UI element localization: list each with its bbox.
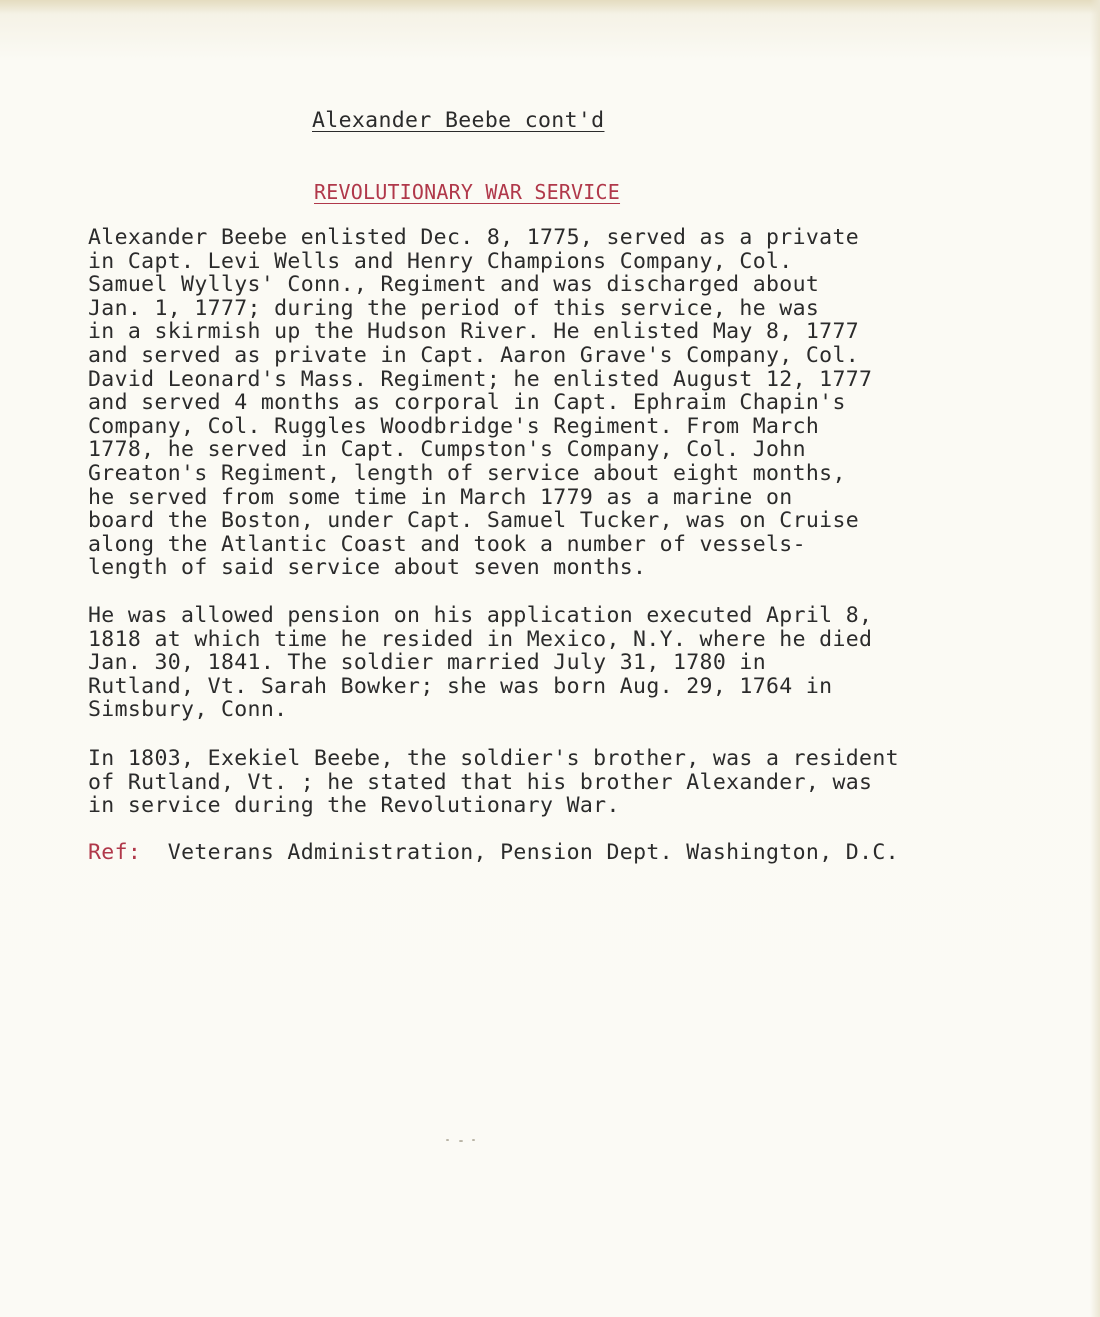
- text-line: and served as private in Capt. Aaron Grave's Company, Col.: [88, 342, 860, 368]
- text-line: and served 4 months as corporal in Capt. Ephraim Chapin's: [88, 390, 846, 416]
- brother-paragraph: [88, 747, 899, 818]
- pension-paragraph: [88, 604, 872, 722]
- text-line: Company, Col. Ruggles Woodbridge's Regiment. From March: [88, 413, 820, 439]
- text-line: in service during the Revolutionary War.: [88, 793, 620, 819]
- document-header-title: Alexander Beebe cont'd: [312, 108, 605, 133]
- text-line: Jan. 30, 1841. The soldier married July 31, 1780 in: [88, 650, 766, 676]
- text-line: Rutland, Vt. Sarah Bowker; she was born Aug. 29, 1764 in: [88, 673, 833, 699]
- text-line: he served from some time in March 1779 as a marine on: [88, 484, 793, 510]
- text-line: in a skirmish up the Hudson River. He enlisted May 8, 1777: [88, 319, 860, 345]
- paper-right-edge: [1090, 0, 1100, 1317]
- paper-speck: [472, 1139, 475, 1141]
- text-line: Alexander Beebe enlisted Dec. 8, 1775, served as a private: [88, 225, 860, 250]
- text-line: 1818 at which time he resided in Mexico, N.Y. where he died: [88, 626, 873, 652]
- text-line: He was allowed pension on his application executed April 8,: [88, 603, 873, 628]
- text-line: Simsbury, Conn.: [88, 697, 288, 723]
- paper-speck: [446, 1139, 449, 1141]
- section-title: REVOLUTIONARY WAR SERVICE: [314, 180, 621, 204]
- text-line: In 1803, Exekiel Beebe, the soldier's brother, was a resident: [88, 746, 899, 771]
- text-line: Samuel Wyllys' Conn., Regiment and was discharged about: [88, 272, 820, 298]
- text-line: Jan. 1, 1777; during the period of this service, he was: [88, 295, 820, 321]
- text-line: in Capt. Levi Wells and Henry Champions Company, Col.: [88, 248, 793, 274]
- text-line: Greaton's Regiment, length of service about eight months,: [88, 460, 846, 486]
- text-line: board the Boston, under Capt. Samuel Tucker, was on Cruise: [88, 508, 860, 534]
- service-paragraph: [88, 226, 872, 580]
- reference-label: Ref:: [88, 840, 142, 865]
- text-line: along the Atlantic Coast and took a number of vessels-: [88, 531, 806, 557]
- text-line: David Leonard's Mass. Regiment; he enlisted August 12, 1777: [88, 366, 873, 392]
- reference-line: [88, 841, 899, 865]
- text-line: length of said service about seven months.: [88, 555, 647, 581]
- text-line: 1778, he served in Capt. Cumpston's Company, Col. John: [88, 437, 806, 463]
- paper-top-edge: [0, 0, 1100, 14]
- reference-text: Veterans Administration, Pension Dept. Washington, D.C.: [167, 840, 899, 865]
- text-line: of Rutland, Vt. ; he stated that his brother Alexander, was: [88, 769, 873, 795]
- paper-speck: [459, 1140, 463, 1142]
